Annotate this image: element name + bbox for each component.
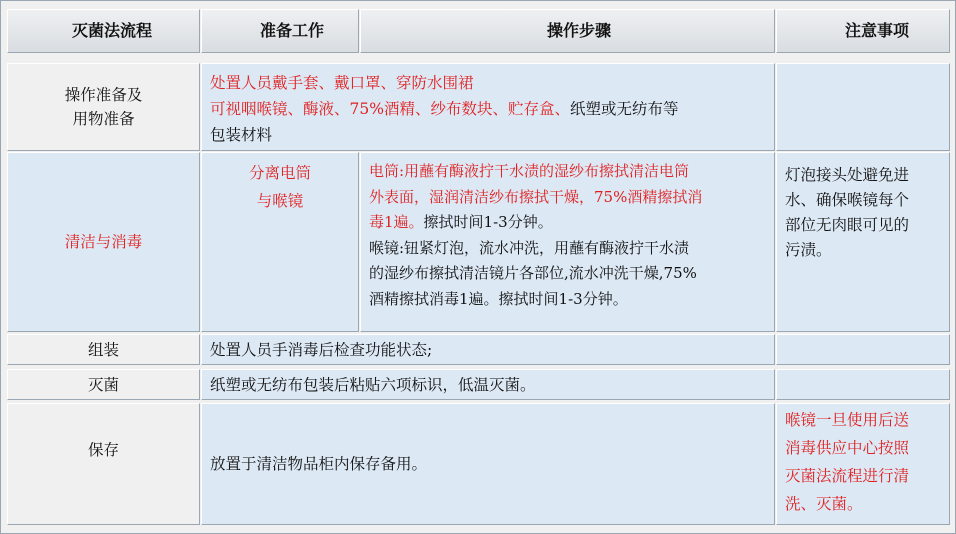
row-store-notes (776, 403, 950, 525)
store-note-line1: 喉镜一旦使用后送 (785, 411, 910, 429)
row-assemble-text: 处置人员手消毒后检查功能状态; (210, 340, 433, 359)
row-store-text: 放置于清洁物品柜内保存备用。 (210, 455, 428, 473)
row-sterilize-content (201, 369, 775, 400)
row-clean-sub (201, 152, 359, 332)
clean-note-line2: 水、确保喉镜每个 (785, 191, 910, 209)
row-clean-label (7, 152, 200, 332)
row-prep-line2-tail: 纸塑或无纺布等 (569, 100, 679, 118)
step-b-line3: 酒精擦拭消毒1遍。擦拭时间1-3分钟。 (369, 289, 628, 308)
row-clean-sub-line2: 与喉镜 (256, 192, 304, 210)
row-assemble-label-text: 组装 (87, 340, 119, 359)
step-a-line3-tail: 擦拭时间1-3分钟。 (423, 213, 553, 231)
row-prep-label (7, 63, 200, 151)
row-assemble-content (201, 334, 775, 365)
row-prep-notes (776, 63, 950, 151)
header-process (7, 9, 200, 53)
step-a-line1: 电筒:用蘸有酶液拧干水渍的湿纱布擦拭清洁电筒 (369, 162, 690, 180)
row-prep-line2-red: 可视咽喉镜、酶液、75%酒精、纱布数块、贮存盒、 (210, 100, 570, 118)
step-a-line2: 外表面，湿润清洁纱布擦拭干燥，75%酒精擦拭消 (369, 187, 703, 206)
clean-note-line3: 部位无肉眼可见的 (785, 216, 910, 234)
row-prep-content (201, 63, 775, 151)
row-sterilize-text: 纸塑或无纺布包装后粘贴六项标识，低温灭菌。 (210, 375, 536, 394)
step-a-line3-red: 毒1遍。 (369, 213, 424, 231)
row-prep-label-line1: 操作准备及 (64, 86, 143, 104)
row-prep-line1: 处置人员戴手套、戴口罩、穿防水围裙 (210, 74, 474, 92)
row-assemble-label (7, 334, 200, 365)
store-note-line4: 洗、灭菌。 (785, 495, 863, 513)
header-steps (360, 9, 775, 53)
row-prep-line2 (210, 96, 766, 122)
row-store-label (7, 403, 200, 525)
step-a-line3 (369, 210, 766, 236)
row-sterilize-label (7, 369, 200, 400)
row-clean-steps (360, 152, 775, 332)
row-clean-label-text: 清洁与消毒 (64, 233, 143, 251)
row-clean-notes (776, 152, 950, 332)
row-assemble-notes (776, 334, 950, 365)
row-store-content (201, 403, 775, 525)
header-prep-text: 准备工作 (260, 21, 325, 40)
row-prep-label-line2: 用物准备 (72, 110, 135, 128)
store-note-line3: 灭菌法流程进行清 (785, 467, 910, 485)
step-b-line1: 喉镜:钮紧灯泡，流水冲洗，用蘸有酶液拧干水渍 (369, 238, 690, 257)
clean-note-line4: 污渍。 (785, 241, 832, 259)
row-store-label-text: 保存 (87, 441, 119, 459)
row-sterilize-label-text: 灭菌 (87, 375, 119, 394)
row-sterilize-notes (776, 369, 950, 400)
header-prep (201, 9, 359, 53)
header-process-text: 灭菌法流程 (72, 21, 153, 40)
row-prep-line3: 包装材料 (210, 126, 273, 144)
store-note-line2: 消毒供应中心按照 (785, 439, 910, 457)
header-notes (776, 9, 950, 53)
clean-note-line1: 灯泡接头处避免进 (785, 166, 910, 184)
header-notes-text: 注意事项 (845, 21, 910, 40)
header-steps-text: 操作步骤 (547, 21, 612, 40)
row-clean-sub-line1: 分离电筒 (248, 164, 311, 182)
step-b-line2: 的湿纱布擦拭清洁镜片各部位,流水冲洗干燥,75% (369, 264, 697, 282)
